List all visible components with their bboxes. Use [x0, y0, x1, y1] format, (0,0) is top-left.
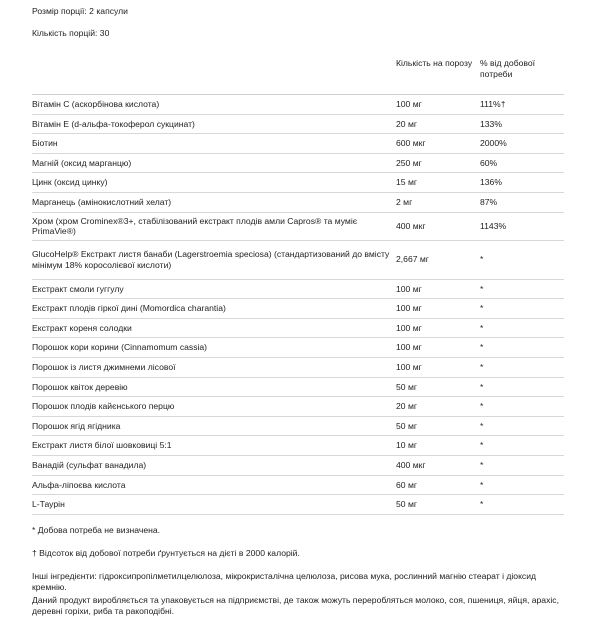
ingredient-amount: 20 мг [396, 114, 480, 134]
ingredient-name: Вітамін E (d-альфа-токоферол сукцинат) [32, 114, 396, 134]
table-header-row [32, 54, 564, 95]
ingredient-name: Вітамін C (аскорбінова кислота) [32, 95, 396, 115]
ingredient-daily-value: * [480, 318, 564, 338]
ingredient-daily-value: * [480, 436, 564, 456]
ingredient-daily-value: * [480, 240, 564, 279]
ingredient-daily-value: * [480, 279, 564, 299]
table-row [32, 134, 564, 154]
table-row [32, 192, 564, 212]
ingredient-daily-value: * [480, 299, 564, 319]
ingredient-name: Порошок ягід ягідника [32, 416, 396, 436]
table-row [32, 318, 564, 338]
ingredient-amount: 100 мг [396, 357, 480, 377]
ingredient-amount: 400 мкг [396, 212, 480, 240]
ingredient-daily-value: * [480, 455, 564, 475]
ingredient-daily-value: 1143% [480, 212, 564, 240]
table-row [32, 416, 564, 436]
ingredient-name: Екстракт кореня солодки [32, 318, 396, 338]
ingredient-amount: 100 мг [396, 338, 480, 358]
table-row [32, 377, 564, 397]
table-row [32, 153, 564, 173]
allergen-facility-note: Даний продукт виробляється та упаковується на підприємстві, де також можуть переробляться молоко, соя, пшениця, яйця, арахіс, деревні горіхи, риба та ракоподібні. [32, 594, 559, 616]
ingredient-name: Порошок квіток деревію [32, 377, 396, 397]
supplement-facts [32, 4, 564, 619]
table-row [32, 173, 564, 193]
ingredient-amount: 15 мг [396, 173, 480, 193]
serving-size: Розмір порції: 2 капсули [32, 6, 128, 16]
footnote-dv-basis: † Відсоток від добової потреби ґрунтується на дієті в 2000 калорій. [32, 547, 300, 558]
column-header-ingredient [32, 54, 396, 95]
table-row [32, 455, 564, 475]
ingredient-amount: 60 мг [396, 475, 480, 495]
ingredient-daily-value: 136% [480, 173, 564, 193]
servings-count: Кількість порцій: 30 [32, 28, 110, 38]
table-row [32, 212, 564, 240]
ingredient-amount: 2,667 мг [396, 240, 480, 279]
footnote-dv-not-established: * Добова потреба не визначена. [32, 524, 161, 535]
ingredient-amount: 50 мг [396, 377, 480, 397]
ingredient-name: Хром (хром Crominex®3+, стабілізований екстракт плодів амли Capros® та муміє PrimaVie®) [32, 212, 396, 240]
other-ingredients: Інші інгредієнти: гідроксипропілметилцелюлоза, мікрокристалічна целюлоза, рисова мука, рослинний магнію стеарат і діоксид кремнію. [32, 570, 537, 592]
supplement-facts-table [32, 54, 564, 515]
ingredient-amount: 2 мг [396, 192, 480, 212]
ingredient-daily-value: 60% [480, 153, 564, 173]
table-row [32, 495, 564, 515]
ingredient-name: L-Таурін [32, 495, 396, 515]
ingredient-name: Порошок із листя джимнеми лісової [32, 357, 396, 377]
table-row [32, 357, 564, 377]
table-row [32, 279, 564, 299]
ingredient-name: Екстракт смоли гуггулу [32, 279, 396, 299]
ingredient-amount: 100 мг [396, 318, 480, 338]
table-row [32, 114, 564, 134]
ingredient-name: Порошок плодів кайєнського перцю [32, 397, 396, 417]
column-header-daily-value: % від добової потреби [480, 54, 564, 95]
ingredient-name: Біотин [32, 134, 396, 154]
table-row [32, 338, 564, 358]
table-row [32, 299, 564, 319]
ingredient-amount: 100 мг [396, 279, 480, 299]
ingredient-daily-value: * [480, 357, 564, 377]
ingredient-name: Порошок кори корини (Cinnamomum cassia) [32, 338, 396, 358]
ingredient-daily-value: 87% [480, 192, 564, 212]
ingredient-name: Екстракт листя білої шовковиці 5:1 [32, 436, 396, 456]
ingredient-name: Альфа-ліпоєва кислота [32, 475, 396, 495]
ingredient-amount: 400 мкг [396, 455, 480, 475]
ingredient-amount: 10 мг [396, 436, 480, 456]
ingredient-name: Марганець (амінокислотний хелат) [32, 192, 396, 212]
table-row [32, 95, 564, 115]
ingredient-daily-value: 2000% [480, 134, 564, 154]
ingredient-name: Екстракт плодів гіркої дині (Momordica charantia) [32, 299, 396, 319]
ingredient-name: GlucoHelp® Екстракт листя банаби (Lagerstroemia speciosa) (стандартизований до вмісту мінімум 18% коросолієвої кислоти) [32, 240, 396, 279]
ingredient-amount: 50 мг [396, 416, 480, 436]
ingredient-amount: 20 мг [396, 397, 480, 417]
ingredient-daily-value: * [480, 397, 564, 417]
ingredient-name: Магній (оксид марганцю) [32, 153, 396, 173]
column-header-amount: Кількість на порозу [396, 54, 480, 95]
ingredient-daily-value: * [480, 416, 564, 436]
ingredient-daily-value: 111%† [480, 95, 564, 115]
table-row [32, 436, 564, 456]
ingredient-amount: 50 мг [396, 495, 480, 515]
footnotes [32, 525, 564, 617]
ingredient-daily-value: 133% [480, 114, 564, 134]
ingredient-daily-value: * [480, 475, 564, 495]
ingredient-amount: 100 мг [396, 95, 480, 115]
ingredient-amount: 600 мкг [396, 134, 480, 154]
ingredient-daily-value: * [480, 338, 564, 358]
table-row [32, 397, 564, 417]
table-row [32, 475, 564, 495]
table-row [32, 240, 564, 279]
ingredient-daily-value: * [480, 377, 564, 397]
ingredient-name: Цинк (оксид цинку) [32, 173, 396, 193]
ingredient-amount: 100 мг [396, 299, 480, 319]
ingredient-name: Ванадій (сульфат ванадила) [32, 455, 396, 475]
ingredient-amount: 250 мг [396, 153, 480, 173]
ingredient-daily-value: * [480, 495, 564, 515]
